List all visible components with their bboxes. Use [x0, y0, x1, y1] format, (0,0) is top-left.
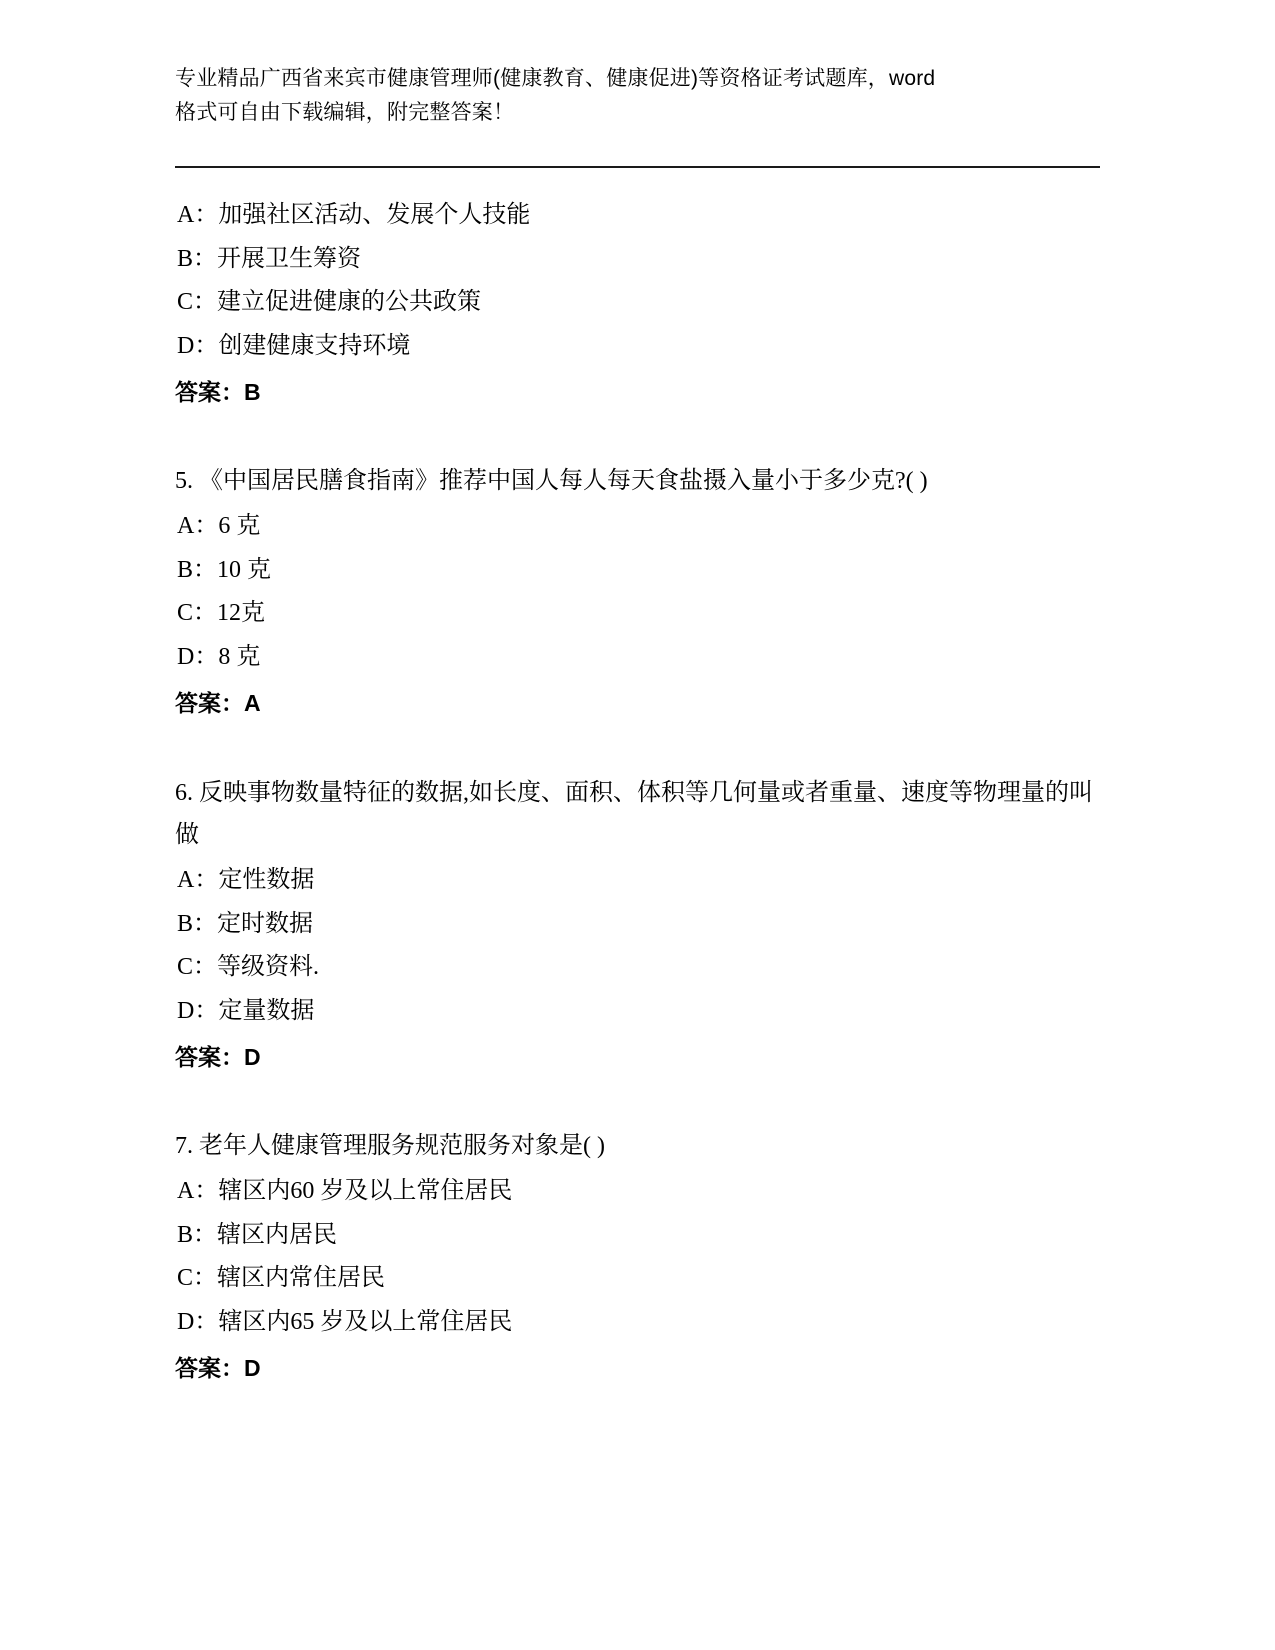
question-stem: 6. 反映事物数量特征的数据,如长度、面积、体积等几何量或者重量、速度等物理量的叫做	[175, 779, 1093, 849]
option-c: C：建立促进健康的公共政策	[177, 289, 482, 316]
option-a: A：6 克	[177, 513, 261, 540]
document-header	[175, 62, 1100, 130]
option-c: C：12克	[177, 600, 266, 627]
option-b: B：开展卫生筹资	[177, 245, 362, 272]
option-b: B：10 克	[177, 556, 272, 583]
question-block-7	[175, 1125, 1100, 1390]
question-block-5	[175, 460, 1100, 725]
option-d: D：8 克	[177, 644, 261, 671]
option-b: B：定时数据	[177, 910, 314, 937]
answer-line: 答案：D	[175, 1043, 261, 1070]
question-block-partial	[175, 194, 1100, 414]
option-d: D：辖区内65 岁及以上常住居民	[177, 1309, 513, 1336]
header-divider	[175, 166, 1100, 168]
option-a: A：辖区内60 岁及以上常住居民	[177, 1178, 513, 1205]
header-line-1: 专业精品广西省来宾市健康管理师(健康教育、健康促进)等资格证考试题库，word	[175, 67, 936, 90]
answer-line: 答案：A	[175, 689, 261, 716]
option-a: A：定性数据	[177, 866, 315, 893]
option-c: C：辖区内常住居民	[177, 1265, 386, 1292]
question-block-6	[175, 772, 1100, 1080]
option-a: A：加强社区活动、发展个人技能	[177, 202, 531, 229]
question-stem: 7. 老年人健康管理服务规范服务对象是( )	[175, 1133, 605, 1160]
option-d: D：定量数据	[177, 997, 315, 1024]
answer-line: 答案：D	[175, 1354, 261, 1381]
header-line-2: 格式可自由下载编辑，附完整答案！	[175, 101, 515, 125]
answer-line: 答案：B	[175, 378, 261, 405]
option-c: C：等级资料.	[177, 954, 320, 981]
option-d: D：创建健康支持环境	[177, 333, 411, 360]
option-b: B：辖区内居民	[177, 1221, 338, 1248]
question-stem: 5. 《中国居民膳食指南》推荐中国人每人每天食盐摄入量小于多少克?( )	[175, 468, 928, 495]
